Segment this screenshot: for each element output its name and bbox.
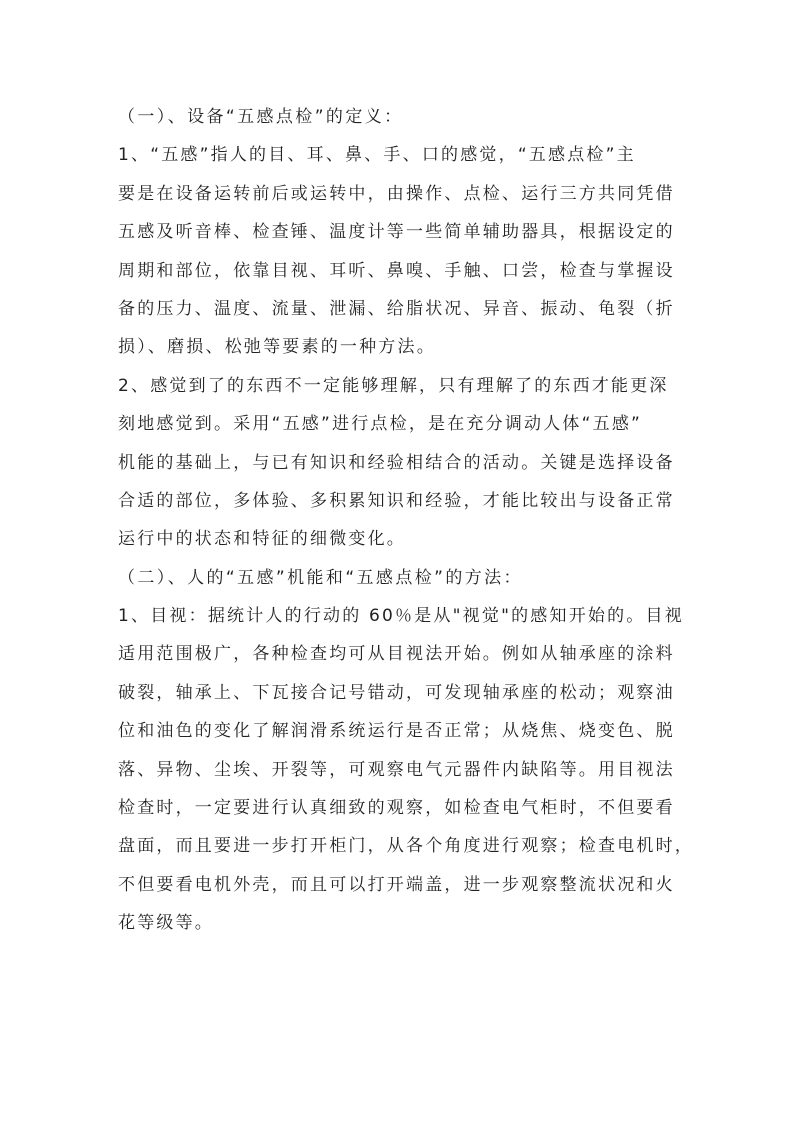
paragraph-line: 1、“五感”指人的目、耳、鼻、手、口的感觉，“五感点检”主 — [118, 145, 636, 166]
document-page — [118, 103, 694, 948]
paragraph-line: 周期和部位，依靠目视、耳听、鼻嗅、手触、口尝，检查与掌握设 — [118, 260, 675, 281]
paragraph-line: 要是在设备运转前后或运转中，由操作、点检、运行三方共同凭借 — [118, 183, 675, 204]
paragraph-line: 盘面，而且要进一步打开柜门，从各个角度进行观察；检查电机时， — [118, 836, 694, 857]
paragraph-line: 损）、磨损、松弛等要素的一种方法。 — [118, 337, 436, 358]
paragraph-line: 运行中的状态和特征的细微变化。 — [118, 529, 406, 550]
section-heading-methods: （二）、人的“五感”机能和“五感点检”的方法： — [118, 567, 523, 588]
paragraph-line: 1、目视：据统计人的行动的 60％是从"视觉"的感知开始的。目视 — [118, 606, 684, 627]
paragraph-line: 五感及听音棒、检查锤、温度计等一些简单辅助器具，根据设定的 — [118, 222, 675, 243]
paragraph-line: 不但要看电机外壳，而且可以打开端盖，进一步观察整流状况和火 — [118, 874, 675, 895]
paragraph-line: 落、异物、尘埃、开裂等，可观察电气元器件内缺陷等。用目视法 — [118, 759, 675, 780]
paragraph-line: 检查时，一定要进行认真细致的观察，如检查电气柜时，不但要看 — [118, 798, 675, 819]
paragraph-line: 刻地感觉到。采用“五感”进行点检，是在充分调动人体“五感” — [118, 414, 643, 435]
paragraph-line: 机能的基础上，与已有知识和经验相结合的活动。关键是选择设备 — [118, 452, 675, 473]
paragraph-line: 合适的部位，多体验、多积累知识和经验，才能比较出与设备正常 — [118, 490, 675, 511]
paragraph-line: 位和油色的变化了解润滑系统运行是否正常；从烧焦、烧变色、脱 — [118, 721, 675, 742]
paragraph-line: 备的压力、温度、流量、泄漏、给脂状况、异音、振动、龟裂（折 — [118, 298, 675, 319]
paragraph-line: 破裂，轴承上、下瓦接合记号错动，可发现轴承座的松动；观察油 — [118, 682, 675, 703]
paragraph-line: 适用范围极广，各种检查均可从目视法开始。例如从轴承座的涂料 — [118, 644, 675, 665]
paragraph-line: 花等级等。 — [118, 913, 214, 934]
paragraph-line: 2、感觉到了的东西不一定能够理解，只有理解了的东西才能更深 — [118, 375, 669, 396]
section-heading-definition: （一）、设备“五感点检”的定义： — [118, 107, 404, 127]
